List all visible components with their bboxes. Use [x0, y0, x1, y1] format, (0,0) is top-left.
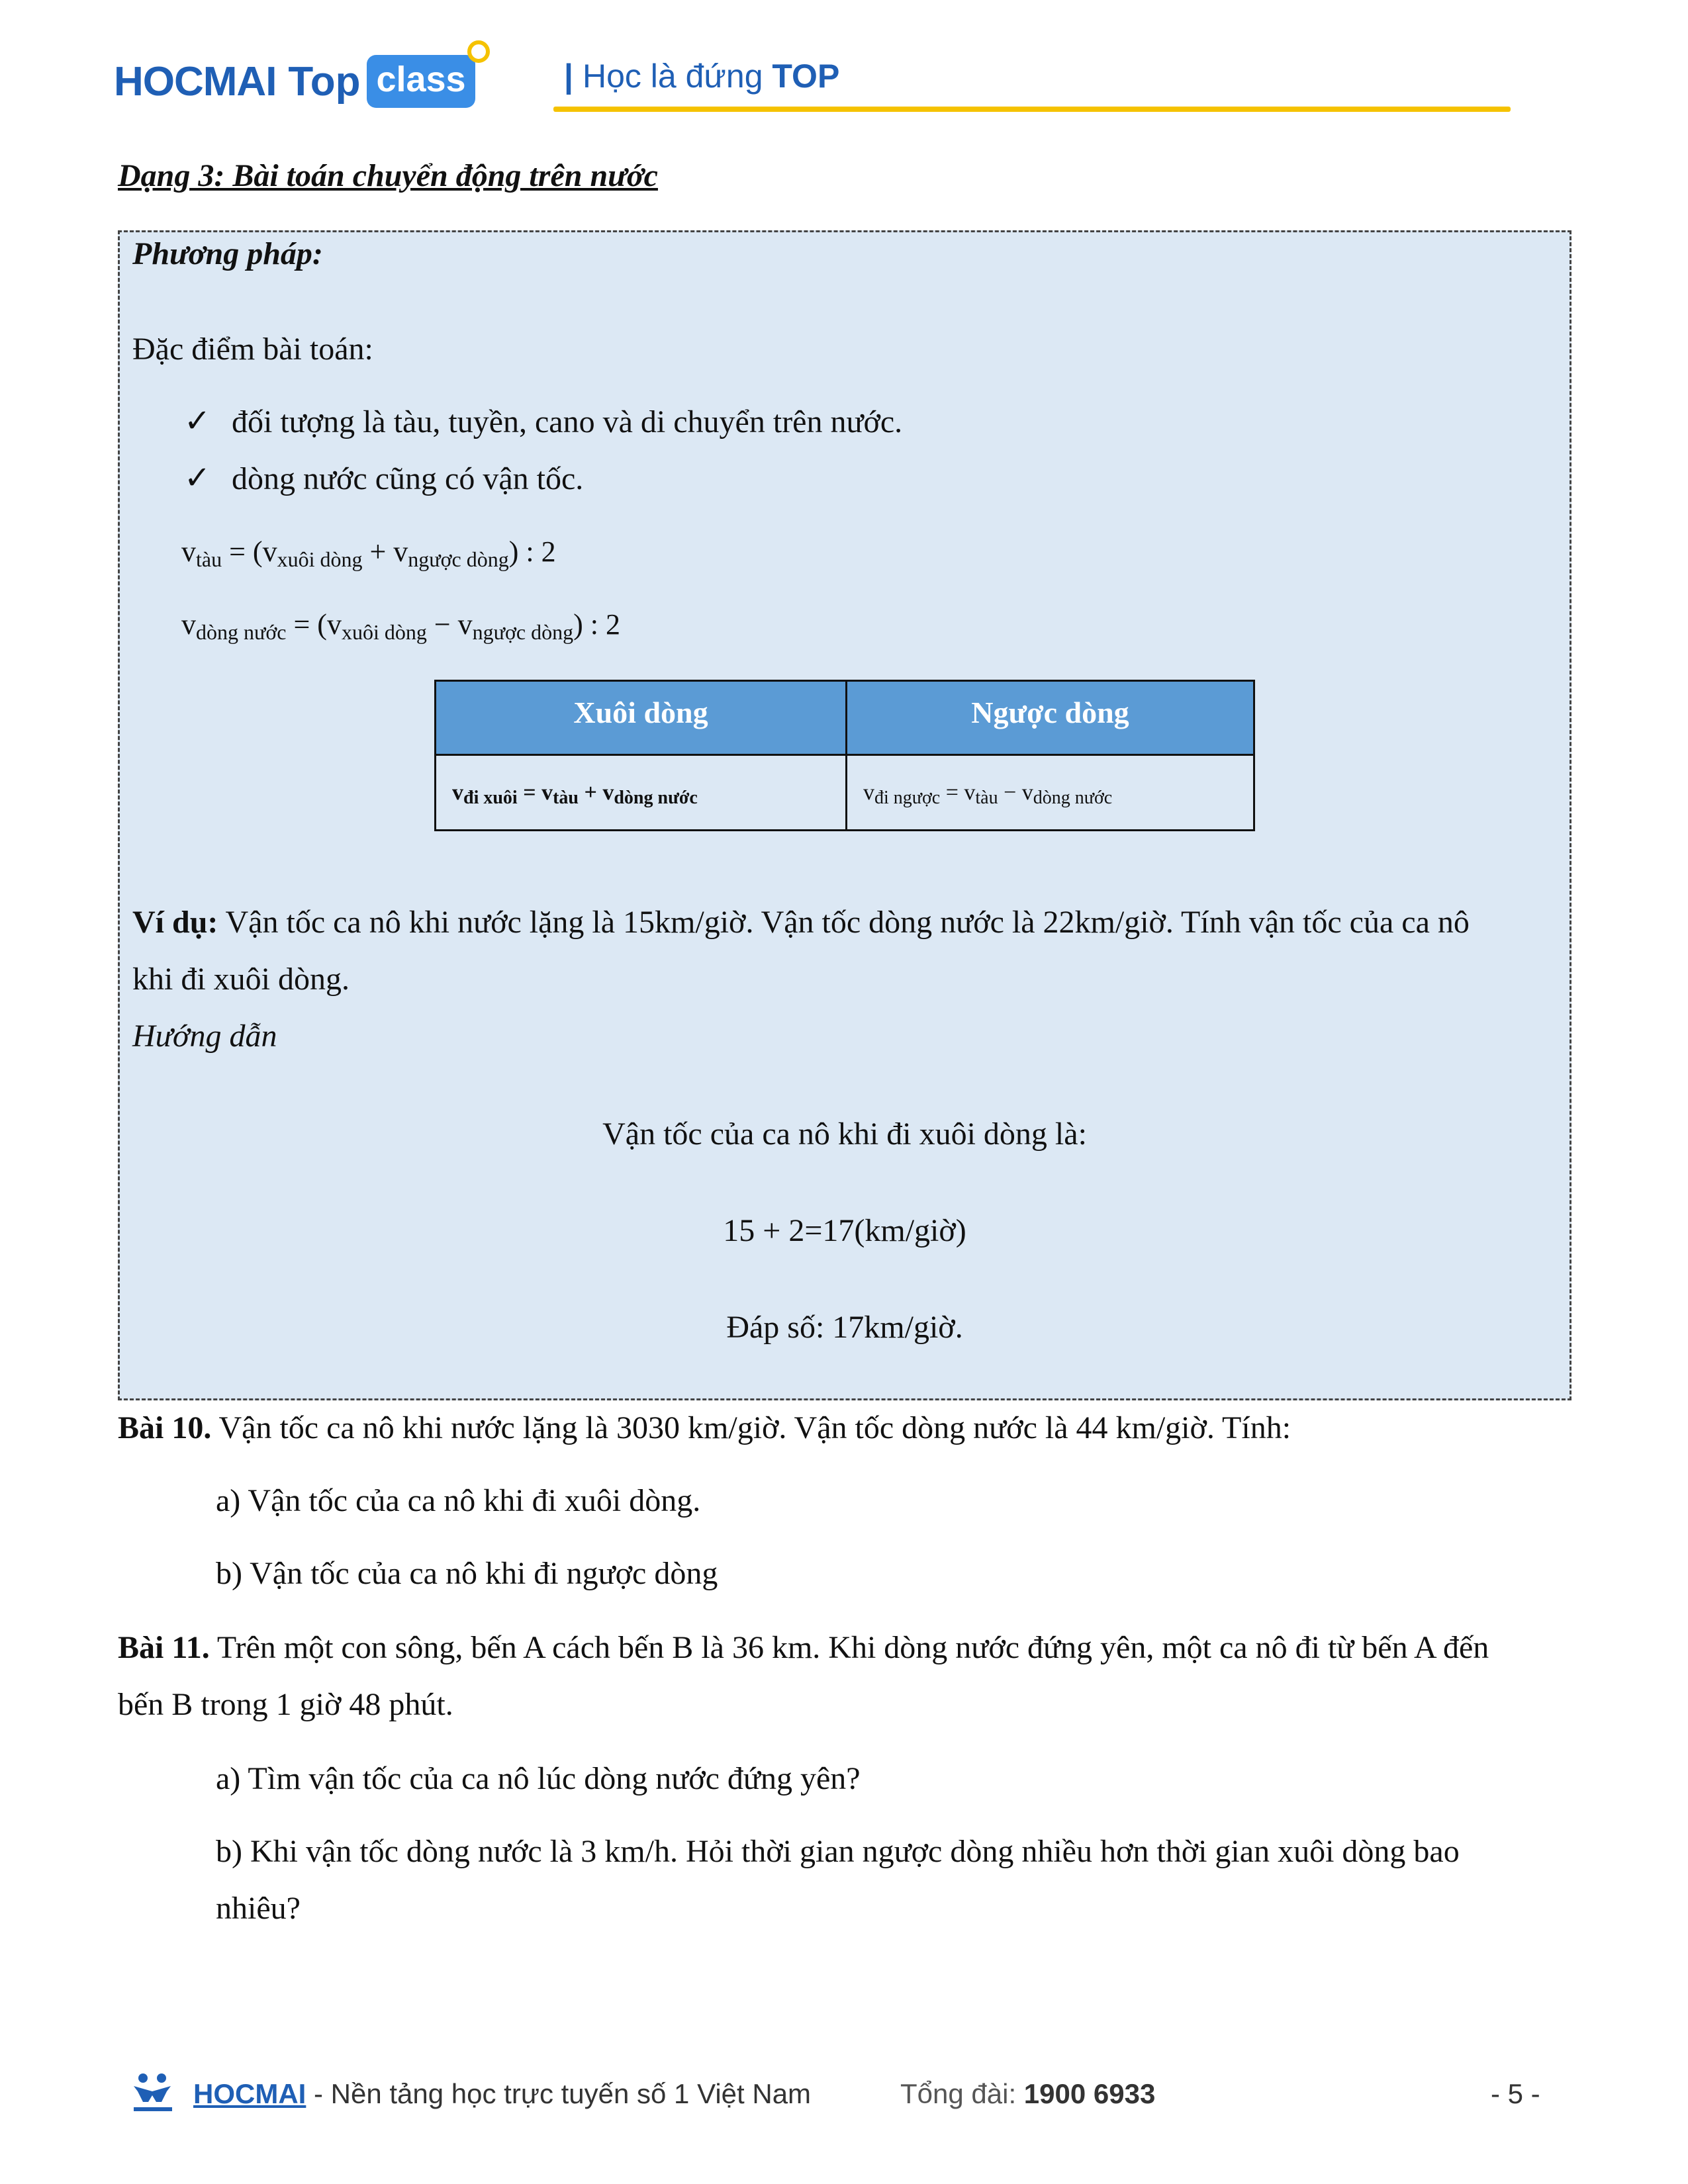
table-header-xuoi: Xuôi dòng [436, 682, 845, 756]
logo-hocmai-text: HOCMAI [114, 58, 277, 105]
bai11-label: Bài 11. [118, 1630, 210, 1665]
footer-hotline [900, 2078, 1155, 2110]
feature-bullet: dòng nước cũng có vận tốc. [232, 461, 584, 496]
formula-v-tau: $v_{tàu} = (v_{xuôi dòng} + v_{ngược dòng})$ : 2 [181, 535, 556, 571]
bai10-part-b: b) Vận tốc của ca nô khi đi ngược dòng [216, 1556, 718, 1591]
solution-line-1: Vận tốc của ca nô khi đi xuôi dòng là: [602, 1116, 1087, 1152]
slogan-text: Học là đứng [583, 58, 763, 95]
slogan-divider: | [564, 58, 573, 95]
example-text: Vận tốc ca nô khi nước lặng là 15km/giờ. Vận tốc dòng nước là 22km/giờ. Tính vận tốc của ca nô [218, 905, 1470, 940]
bai11-line-2: bến B trong 1 giờ 48 phút. [118, 1687, 453, 1722]
bai10-label: Bài 10. [118, 1410, 212, 1445]
slogan-top: TOP [772, 58, 840, 95]
feature-bullet: đối tượng là tàu, tuyền, cano và di chuyển trên nước. [232, 404, 903, 439]
solution-line-2: 15 + 2=17(km/giờ) [723, 1213, 966, 1248]
table-header-nguoc: Ngược dòng [847, 682, 1253, 756]
example-label: Ví dụ: [132, 905, 218, 940]
header-underline [553, 107, 1511, 112]
footer-hotline-number: 1900 6933 [1023, 2078, 1156, 2109]
logo-top-text: Top [288, 58, 361, 105]
bai10-line [118, 1410, 1291, 1446]
bai10-text: Vận tốc ca nô khi nước lặng là 3030 km/giờ. Vận tốc dòng nước là 44 km/giờ. Tính: [211, 1410, 1291, 1445]
features-label: Đặc điểm bài toán: [132, 332, 373, 367]
bai11-part-b-line-1: b) Khi vận tốc dòng nước là 3 km/h. Hỏi thời gian ngược dòng nhiều hơn thời gian xuôi dòng bao [216, 1834, 1460, 1869]
logo-class-text: class [376, 60, 466, 99]
bai10-part-a: a) Vận tốc của ca nô khi đi xuôi dòng. [216, 1483, 701, 1518]
method-heading: Phương pháp: [132, 236, 323, 271]
footer-brand[interactable]: HOCMAI [193, 2078, 306, 2109]
hocmai-logo-icon [130, 2071, 176, 2115]
bai11-part-b-line-2: nhiêu? [216, 1891, 301, 1926]
logo-class-badge [367, 55, 475, 108]
example-line-2: khi đi xuôi dòng. [132, 962, 350, 997]
table-cell-nguoc-formula: $v_{đi ngược} = v_{tàu} - v_{dòng nước}$ [863, 780, 1113, 808]
table-column-divider [845, 682, 847, 829]
comparison-table [434, 680, 1255, 831]
formula-v-dong-nuoc: $v_{dòng nước} = (v_{xuôi dòng} - v_{ngược dòng})$ : 2 [181, 608, 621, 644]
check-icon: ✓ [184, 461, 211, 496]
section-title: Dạng 3: Bài toán chuyển động trên nước [118, 158, 658, 193]
header-slogan [564, 57, 839, 95]
hocmai-topclass-logo [114, 52, 475, 111]
guide-label: Hướng dẫn [132, 1019, 277, 1054]
footer-brand-line [193, 2078, 811, 2110]
bai11-line-1 [118, 1629, 1489, 1666]
solution-answer: Đáp số: 17km/giờ. [726, 1310, 963, 1345]
table-cell-xuoi-formula: $v_{đi xuôi} = v_{tàu} + v_{dòng nước}$ [452, 780, 698, 808]
bai11-part-a: a) Tìm vận tốc của ca nô lúc dòng nước đứng yên? [216, 1761, 861, 1796]
example-line-1 [132, 904, 1470, 940]
footer-hotline-label: Tổng đài: [900, 2078, 1024, 2109]
bai11-text: Trên một con sông, bến A cách bến B là 36 km. Khi dòng nước đứng yên, một ca nô đi từ bến A đến [209, 1630, 1489, 1665]
check-icon: ✓ [184, 404, 211, 439]
sun-icon [467, 40, 490, 63]
page-number: - 5 - [1491, 2078, 1540, 2109]
footer-tagline: - Nền tảng học trực tuyến số 1 Việt Nam [306, 2078, 812, 2109]
